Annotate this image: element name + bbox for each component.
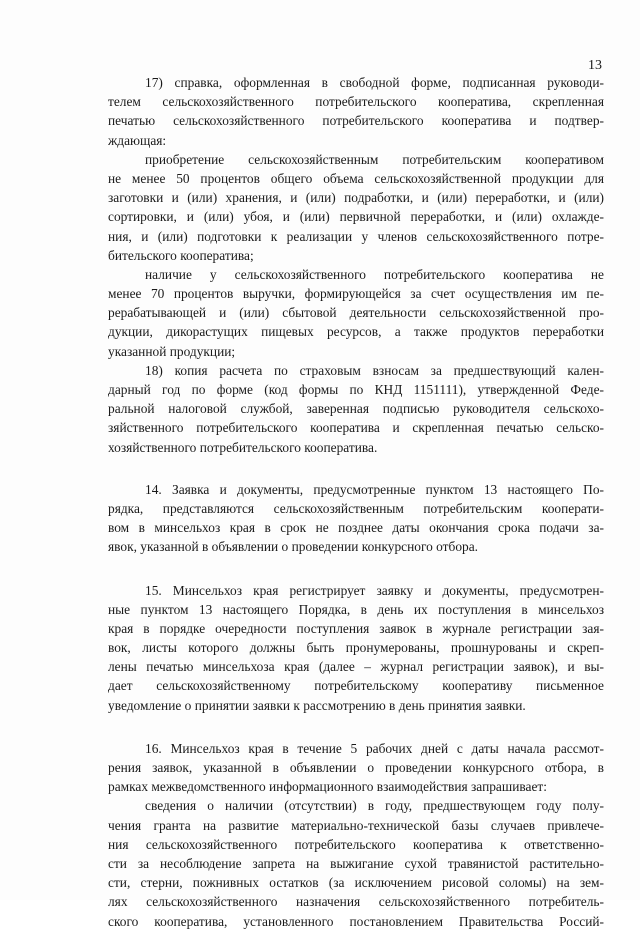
text-line: дукции, дикорастущих пищевых ресурсов, а также продуктов переработки	[108, 324, 604, 340]
text-line: дает сельскохозяйственному потребительскому кооперативу письменное	[108, 678, 604, 694]
text-line: ния, и (или) подготовки к реализации у членов сельскохозяйственного потре-	[108, 228, 604, 244]
paragraph-gap	[108, 557, 604, 581]
text-line: ского кооператива, установленного постановлением Правительства Россий-	[108, 913, 604, 929]
text-line: края в порядке очередности поступления заявок в журнале регистрации зая-	[108, 620, 604, 636]
text-line: 18) копия расчета по страховым взносам за предшествующий кален-	[145, 362, 604, 378]
text-line: рамках межведомственного информационного взаимодействия запрашивает:	[108, 779, 547, 795]
text-line: лях сельскохозяйственного назначения сельскохозяйственного потребитель-	[108, 894, 604, 910]
text-line: наличие у сельскохозяйственного потребительского кооператива не	[145, 266, 604, 282]
text-line: рядка, представляются сельскохозяйственным потребительским кооперати-	[108, 500, 604, 516]
text-line: ния сельскохозяйственного потребительского кооператива к ответственно-	[108, 836, 604, 852]
text-line: рерабатывающей и (или) сбытовой деятельности сельскохозяйственной про-	[108, 305, 604, 321]
text-line: зяйственного потребительского кооператива и скрепленная печатью сельско-	[108, 420, 604, 436]
text-line: лены печатью минсельхоза края (далее – журнал регистрации заявок), и вы-	[108, 659, 604, 675]
text-line: телем сельскохозяйственного потребительского кооператива, скрепленная	[108, 94, 604, 110]
text-line: явок, указанной в объявлении о проведении конкурсного отбора.	[108, 539, 479, 555]
text-line: 14. Заявка и документы, предусмотренные пунктом 13 настоящего По-	[145, 481, 604, 497]
paragraph-gap	[108, 457, 604, 480]
text-line: бительского кооператива;	[108, 247, 254, 263]
document-body	[108, 73, 604, 931]
text-line: заготовки и (или) хранения, и (или) подработки, и (или) переработки, и (или)	[108, 190, 604, 206]
text-line: ральной налоговой службой, заверенная подписью руководителя сельскохо-	[108, 401, 604, 417]
text-line: указанной продукции;	[108, 343, 236, 359]
text-line: уведомление о принятии заявки к рассмотрению в день принятия заявки.	[108, 697, 526, 713]
text-line: печатью сельскохозяйственного потребительского кооператива и подтвер-	[108, 113, 604, 129]
text-line: 17) справка, оформленная в свободной форме, подписанная руководи-	[145, 75, 604, 90]
text-line: 16. Минсельхоз края в течение 5 рабочих дней с даты начала рассмот-	[145, 740, 604, 756]
text-line: сти за несоблюдение запрета на выжигание сухой травянистой растительно-	[108, 855, 604, 871]
text-line: менее 70 процентов выручки, формирующейся за счет осуществления им пе-	[108, 286, 604, 302]
text-line: 15. Минсельхоз края регистрирует заявку и документы, предусмотрен-	[145, 582, 604, 598]
text-line: сти, стерни, пожнивных остатков (за исключением рисовой соломы) на зем-	[108, 875, 604, 891]
text-line: дарный год по форме (код формы по КНД 1151111), утвержденной Феде-	[108, 382, 604, 397]
text-line: чения гранта на развитие материально-технической базы случаев привлече-	[108, 817, 604, 833]
text-line: сортировки, и (или) убоя, и (или) первичной переработки, и (или) охлажде-	[108, 209, 604, 225]
text-line: сведения о наличии (отсутствии) в году, предшествующем году полу-	[145, 798, 604, 814]
text-line: приобретение сельскохозяйственным потребительским кооперативом	[145, 151, 604, 167]
text-line: вом в минсельхоз края в срок не позднее даты окончания срока подачи за-	[108, 520, 604, 536]
text-line: не менее 50 процентов общего объема сельскохозяйственной продукции для	[108, 170, 604, 186]
text-line: вок, листы которого должны быть пронумерованы, прошнурованы и скреп-	[108, 640, 604, 656]
paragraph-gap	[108, 715, 604, 739]
text-line: рения заявок, указанной в объявлении о проведении конкурсного отбора, в	[108, 760, 604, 775]
text-line: ждающая:	[108, 132, 167, 148]
text-line: ные пунктом 13 настоящего Порядка, в день их поступления в минсельхоз	[108, 601, 604, 617]
text-line: хозяйственного потребительского кооператива.	[108, 439, 378, 455]
page-number: 13	[588, 58, 602, 73]
